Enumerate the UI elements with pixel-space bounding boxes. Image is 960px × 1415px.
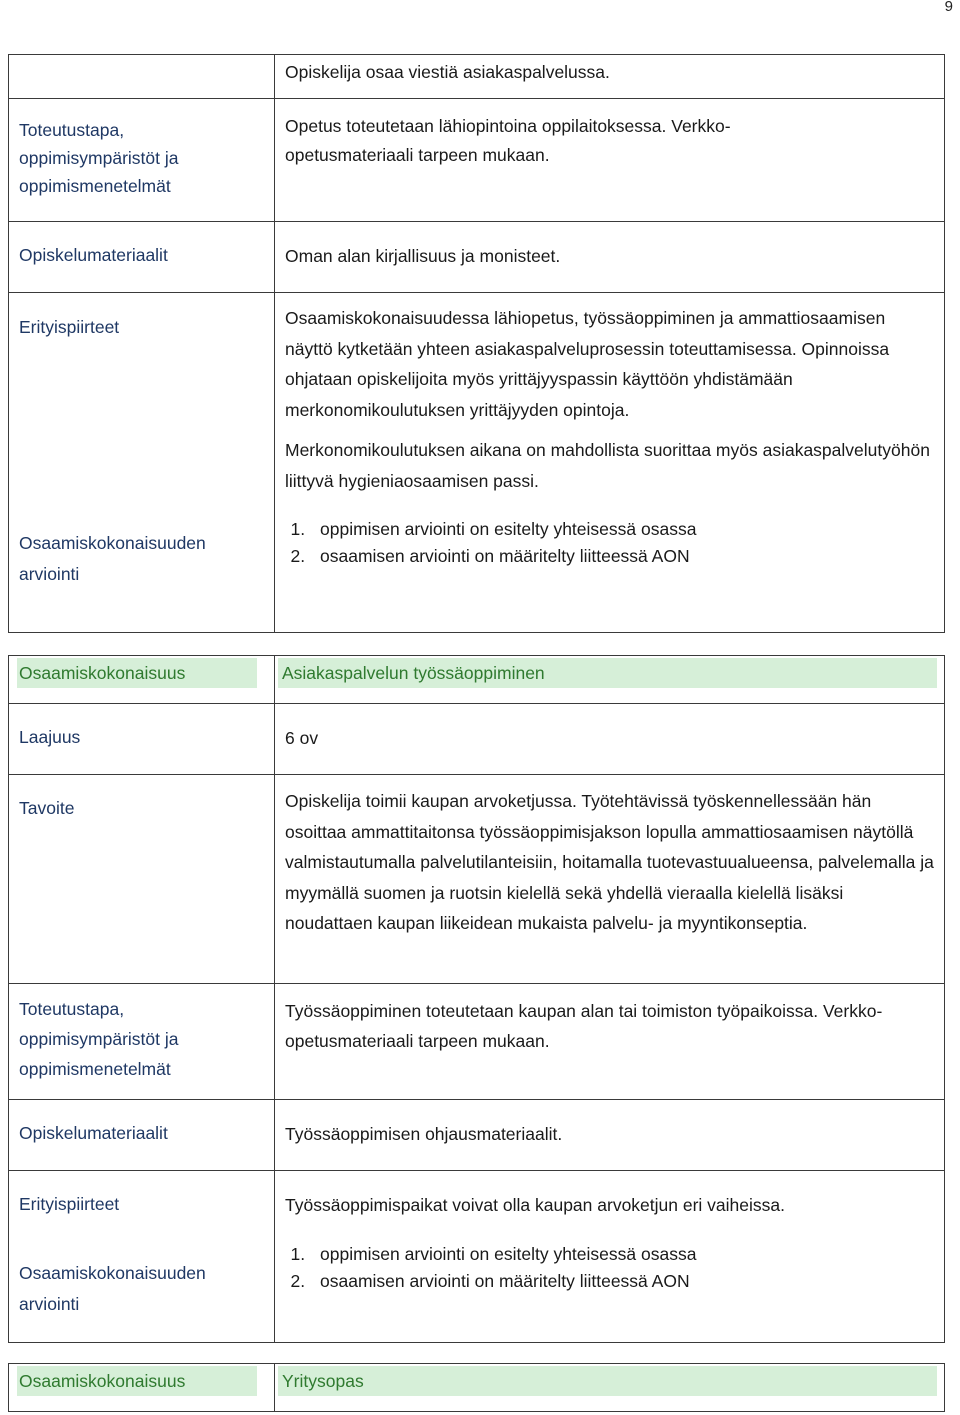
label-cell (9, 293, 275, 633)
table-row (9, 222, 945, 293)
value-cell (275, 656, 945, 704)
table-row (9, 293, 945, 633)
value-cell (275, 55, 945, 99)
erityis-text-1: Osaamiskokonaisuudessa lähiopetus, työssäoppiminen ja ammattiosaamisen näyttö kytketään yhteen asiakaspalveluprosessin toteuttamisessa. Opinnoissa ohjataan opiskelijoita myös yrittäjyyspassin käyttöön yhdistämään merkonomikoulutuksen yrittäjyyden opintoja. (285, 308, 890, 420)
value-cell (275, 1171, 945, 1343)
osaamiskokonaisuus-label: Osaamiskokonaisuus (17, 658, 257, 688)
value-cell (275, 704, 945, 775)
table-row (9, 1100, 945, 1171)
table-row (9, 775, 945, 984)
label-cell (9, 1364, 275, 1412)
label-cell (9, 1171, 275, 1343)
list-item: 2. osaamisen arviointi on määritelty liitteessä AON (310, 1268, 944, 1295)
toteutus-text: Työssäoppiminen toteutetaan kaupan alan tai toimiston työpaikoissa. Verkko-opetusmateriaali tarpeen mukaan. (285, 1001, 883, 1051)
toteutus-text: Opetus toteutetaan lähiopintoina oppilaitoksessa. Verkko-opetusmateriaali tarpeen mukaan. (285, 116, 731, 165)
label-cell (9, 704, 275, 775)
list-item: 2. osaamisen arviointi on määritelty liitteessä AON (310, 543, 944, 570)
osaamiskokonaisuus-value: Asiakaspalvelun työssäoppiminen (278, 658, 937, 688)
arviointi-label: Osaamiskokonaisuuden arviointi (19, 533, 206, 584)
value-cell (275, 99, 945, 222)
erityis-label: Erityispiirteet (19, 1194, 120, 1214)
erityis-text-2: Merkonomikoulutuksen aikana on mahdollista suorittaa myös asiakaspalvelutyöhön liittyvä hygieniaosaamisen passi. (285, 440, 930, 491)
table-row (9, 704, 945, 775)
label-cell (9, 99, 275, 222)
table-row (9, 99, 945, 222)
list-item: 1. oppimisen arviointi on esitelty yhteisessä osassa (310, 1241, 944, 1268)
label-cell (9, 656, 275, 704)
table-row (9, 984, 945, 1100)
table-row (9, 1364, 945, 1412)
competence-table-yritysopas (8, 1363, 945, 1412)
materiaalit-label: Opiskelumateriaalit (19, 1123, 168, 1143)
empty-label-cell (9, 55, 275, 99)
materiaalit-text: Oman alan kirjallisuus ja monisteet. (285, 246, 561, 266)
label-cell (9, 1100, 275, 1171)
toteutus-label: Toteutustapa, oppimisympäristöt ja oppimismenetelmät (19, 999, 179, 1079)
laajuus-value: 6 ov (285, 728, 319, 748)
header-label-cell (9, 656, 274, 688)
materiaalit-label: Opiskelumateriaalit (19, 245, 168, 265)
value-cell (275, 775, 945, 984)
value-cell (275, 984, 945, 1100)
table-row (9, 1171, 945, 1343)
list-item: 1. oppimisen arviointi on esitelty yhteisessä osassa (310, 516, 944, 543)
competence-table-asiakaspalvelu (8, 655, 945, 1343)
table-row (9, 55, 945, 99)
label-cell (9, 775, 275, 984)
laajuus-label: Laajuus (19, 727, 81, 747)
toteutus-label: Toteutustapa, oppimisympäristöt ja oppimismenetelmät (19, 120, 179, 196)
osaamiskokonaisuus-value: Yritysopas (278, 1366, 937, 1396)
erityis-text: Työssäoppimispaikat voivat olla kaupan arvoketjun eri vaiheissa. (285, 1195, 785, 1215)
label-cell (9, 984, 275, 1100)
page-number: 9 (944, 0, 953, 15)
arviointi-label: Osaamiskokonaisuuden arviointi (19, 1263, 206, 1314)
value-cell (275, 1100, 945, 1171)
tavoite-label: Tavoite (19, 798, 75, 818)
materiaalit-text: Työssäoppimisen ohjausmateriaalit. (285, 1124, 563, 1144)
value-cell (275, 222, 945, 293)
value-cell (275, 1364, 945, 1412)
arviointi-list (275, 1241, 944, 1295)
header-label-cell (9, 1364, 274, 1396)
label-cell (9, 222, 275, 293)
tavoite-text: Opiskelija toimii kaupan arvoketjussa. Työtehtävissä työskennellessään hän osoittaa ammattitaitonsa työssäoppimisjakson lopulla ammattiosaamisen näytöllä valmistautumalla palvelutilanteisiin, hoitamalla tuotevastuualueensa, palvelemalla ja myymällä suomen ja ruotsin kielellä sekä yhdellä vieraalla kielellä lisäksi noudattaen kaupan liikeidean mukaista palvelu- ja myyntikonseptia. (285, 791, 934, 933)
arviointi-list (275, 516, 944, 570)
intro-text: Opiskelija osaa viestiä asiakaspalvelussa. (285, 62, 610, 82)
competence-table-continued (8, 54, 945, 633)
osaamiskokonaisuus-label: Osaamiskokonaisuus (17, 1366, 257, 1396)
value-cell (275, 293, 945, 633)
table-row (9, 656, 945, 704)
erityis-label: Erityispiirteet (19, 317, 120, 337)
